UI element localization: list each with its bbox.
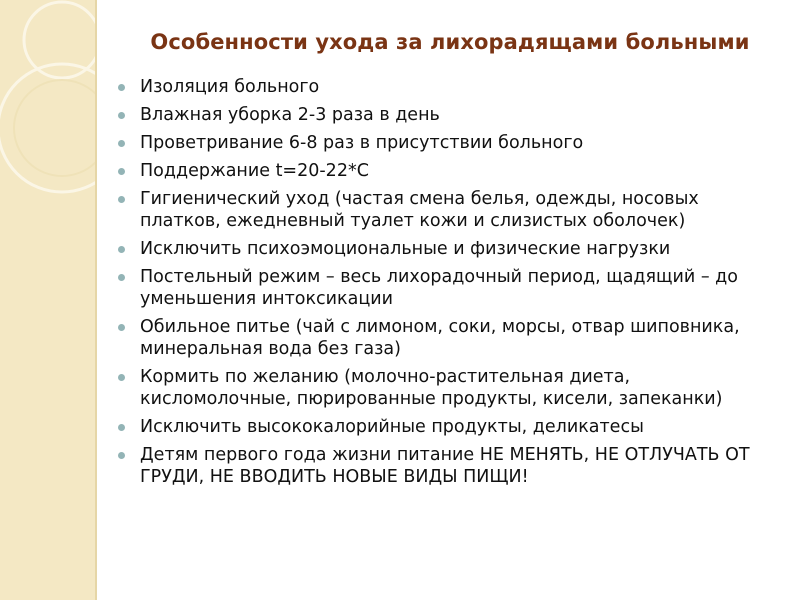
bullet-text: Кормить по желанию (молочно-растительная диета, кисломолочные, пюрированные продукты, кисели, запеканки) (140, 367, 723, 409)
bullet-text: Проветривание 6-8 раз в присутствии больного (140, 133, 584, 153)
slide-title: Особенности ухода за лихорадящами больными (150, 30, 750, 54)
bullet-dot-icon (118, 324, 125, 331)
bullet-text: Детям первого года жизни питание НЕ МЕНЯТЬ, НЕ ОТЛУЧАТЬ ОТ ГРУДИ, НЕ ВВОДИТЬ НОВЫЕ ВИДЫ ПИЩИ! (140, 445, 750, 487)
bullet-item (118, 132, 778, 154)
bullet-dot-icon (118, 424, 125, 431)
bullet-list (118, 76, 778, 494)
bullet-dot-icon (118, 452, 125, 459)
bullet-dot-icon (118, 196, 125, 203)
decorative-circles-graphic (0, 0, 95, 600)
bullet-item (118, 76, 778, 98)
bullet-text: Постельный режим – весь лихорадочный период, щадящий – до уменьшения интоксикации (140, 267, 738, 309)
bullet-item (118, 188, 778, 232)
side-divider (95, 0, 97, 600)
bullet-dot-icon (118, 168, 125, 175)
bullet-item (118, 104, 778, 126)
bullet-item (118, 238, 778, 260)
bullet-text: Исключить высококалорийные продукты, деликатесы (140, 417, 644, 437)
bullet-item (118, 416, 778, 438)
bullet-text: Поддержание t=20-22*С (140, 161, 369, 181)
bullet-item (118, 366, 778, 410)
decorative-side-band (0, 0, 95, 600)
bullet-dot-icon (118, 274, 125, 281)
bullet-text: Влажная уборка 2-3 раза в день (140, 105, 440, 125)
bullet-text: Изоляция больного (140, 77, 320, 97)
bullet-dot-icon (118, 84, 125, 91)
bullet-item (118, 266, 778, 310)
bullet-dot-icon (118, 246, 125, 253)
bullet-item (118, 160, 778, 182)
bullet-dot-icon (118, 374, 125, 381)
bullet-item (118, 316, 778, 360)
bullet-text: Исключить психоэмоциональные и физические нагрузки (140, 239, 671, 259)
bullet-text: Гигиенический уход (частая смена белья, одежды, носовых платков, ежедневный туалет кожи и слизистых оболочек) (140, 189, 699, 231)
bullet-text: Обильное питье (чай с лимоном, соки, морсы, отвар шиповника, минеральная вода без газа) (140, 317, 740, 359)
bullet-dot-icon (118, 140, 125, 147)
bullet-item (118, 444, 778, 488)
decorative-circle-inner (14, 80, 95, 176)
bullet-dot-icon (118, 112, 125, 119)
